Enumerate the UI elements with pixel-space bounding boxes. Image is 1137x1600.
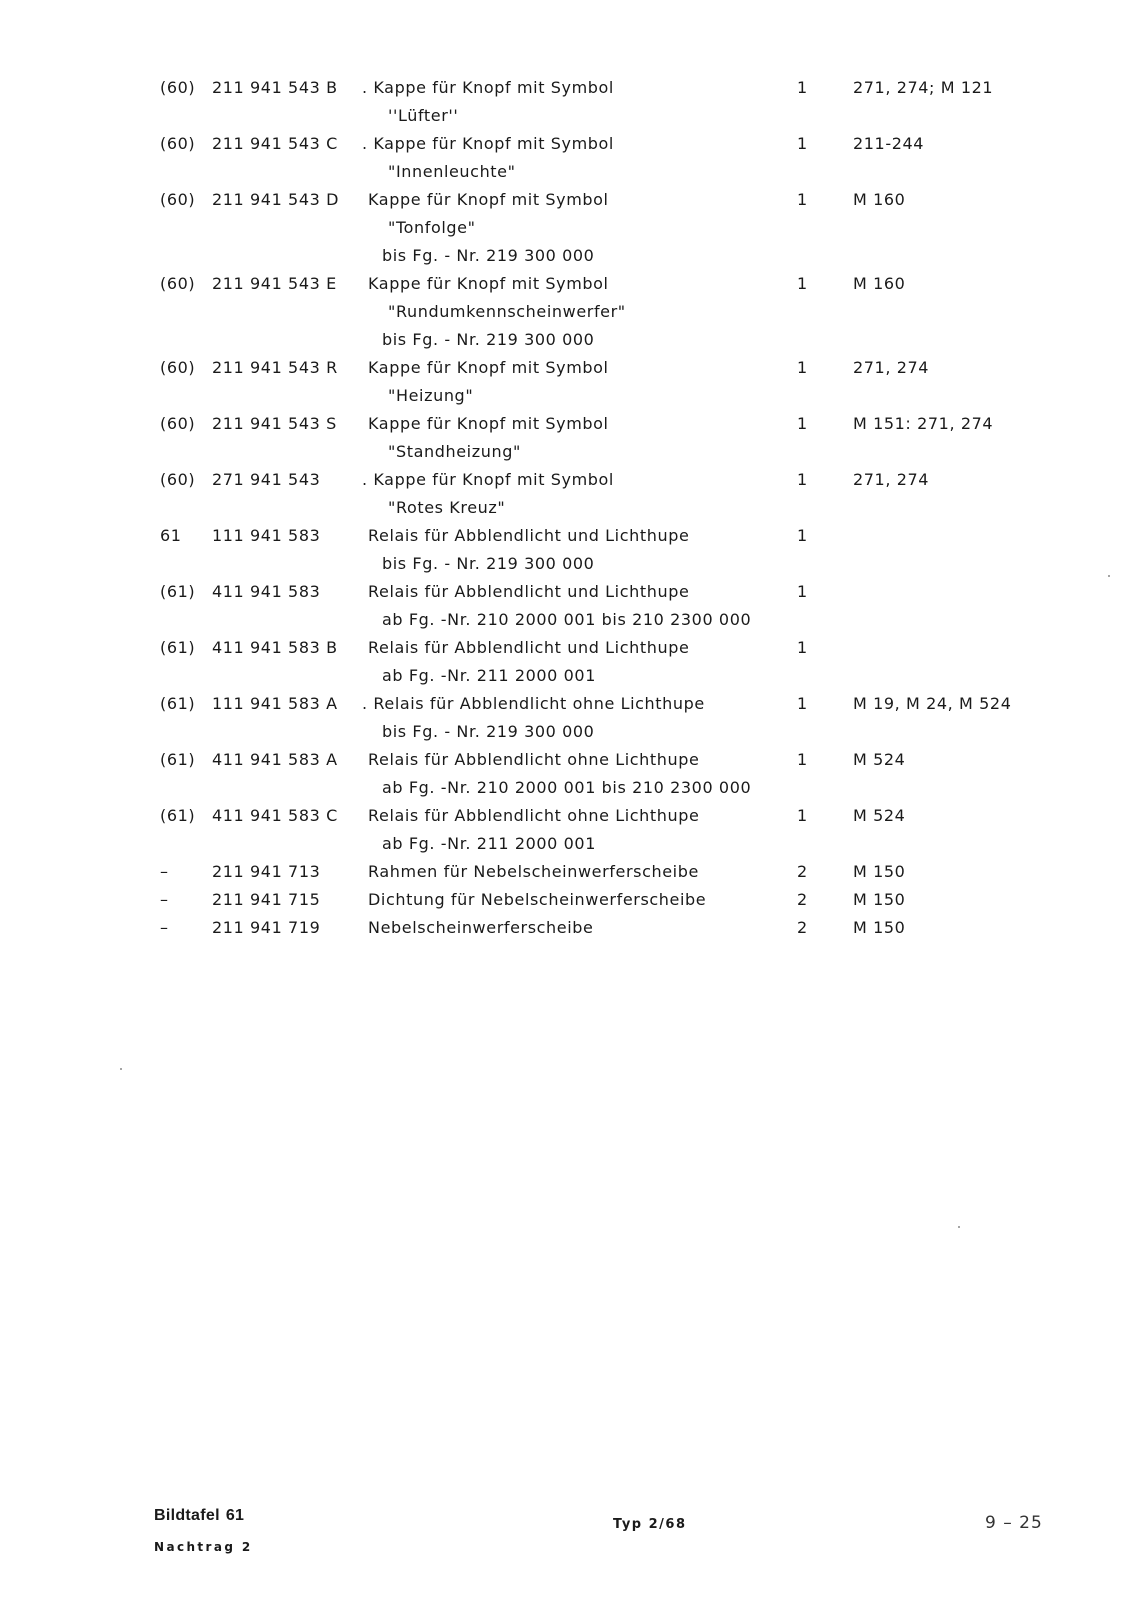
parts-row <box>0 578 1137 634</box>
quantity: 1 <box>797 806 808 825</box>
quantity: 1 <box>797 190 808 209</box>
part-number: 211 941 543 E <box>212 274 337 293</box>
position-number: – <box>160 918 169 937</box>
part-number: 111 941 583 A <box>212 694 338 713</box>
part-description: Relais für Abblendlicht ohne Lichthupe <box>368 806 700 825</box>
position-number: (61) <box>160 806 196 825</box>
quantity: 1 <box>797 78 808 97</box>
parts-row-main <box>0 690 1137 718</box>
position-number: – <box>160 862 169 881</box>
footer-title <box>154 1507 244 1525</box>
position-number: (60) <box>160 470 196 489</box>
parts-row <box>0 886 1137 914</box>
part-description: Relais für Abblendlicht und Lichthupe <box>368 638 690 657</box>
description-continuation: "Tonfolge" <box>388 218 476 237</box>
parts-row <box>0 354 1137 410</box>
part-number: 211 941 719 <box>212 918 321 937</box>
part-description: Kappe für Knopf mit Symbol <box>368 358 609 377</box>
parts-row-main <box>0 914 1137 942</box>
part-description: Relais für Abblendlicht und Lichthupe <box>368 582 690 601</box>
parts-row-continuation <box>0 662 1137 690</box>
description-continuation: "Rundumkennscheinwerfer" <box>388 302 626 321</box>
position-number: (60) <box>160 358 196 377</box>
parts-row-main <box>0 522 1137 550</box>
description-continuation: "Standheizung" <box>388 442 521 461</box>
part-description: Kappe für Knopf mit Symbol <box>368 274 609 293</box>
parts-row-continuation <box>0 774 1137 802</box>
parts-row-main <box>0 466 1137 494</box>
parts-row-continuation <box>0 214 1137 242</box>
parts-row <box>0 186 1137 270</box>
remark: M 150 <box>853 890 906 909</box>
parts-row-main <box>0 186 1137 214</box>
part-description: Relais für Abblendlicht und Lichthupe <box>368 526 690 545</box>
description-continuation: ab Fg. -Nr. 211 2000 001 <box>382 834 596 853</box>
quantity: 1 <box>797 134 808 153</box>
remark: M 150 <box>853 862 906 881</box>
parts-row-main <box>0 270 1137 298</box>
parts-row-continuation <box>0 550 1137 578</box>
parts-row <box>0 858 1137 886</box>
parts-row-continuation <box>0 242 1137 270</box>
position-number: (60) <box>160 190 196 209</box>
part-number: 111 941 583 <box>212 526 321 545</box>
quantity: 1 <box>797 274 808 293</box>
description-continuation: "Innenleuchte" <box>388 162 516 181</box>
remark: M 19, M 24, M 524 <box>853 694 1012 713</box>
part-description: . Kappe für Knopf mit Symbol <box>362 78 614 97</box>
part-number: 411 941 583 <box>212 582 321 601</box>
part-number: 211 941 543 D <box>212 190 339 209</box>
description-continuation: ab Fg. -Nr. 210 2000 001 bis 210 2300 000 <box>382 610 752 629</box>
footer-title-number: 61 <box>225 1507 245 1524</box>
quantity: 1 <box>797 582 808 601</box>
description-continuation: bis Fg. - Nr. 219 300 000 <box>382 554 595 573</box>
parts-row-continuation <box>0 830 1137 858</box>
parts-row-main <box>0 634 1137 662</box>
parts-row-main <box>0 578 1137 606</box>
parts-row <box>0 522 1137 578</box>
part-description: Rahmen für Nebelscheinwerferscheibe <box>368 862 699 881</box>
quantity: 2 <box>797 890 808 909</box>
position-number: – <box>160 890 169 909</box>
quantity: 1 <box>797 750 808 769</box>
position-number: (60) <box>160 134 196 153</box>
description-continuation: bis Fg. - Nr. 219 300 000 <box>382 722 595 741</box>
parts-row-main <box>0 74 1137 102</box>
part-number: 411 941 583 C <box>212 806 338 825</box>
parts-row <box>0 690 1137 746</box>
parts-row <box>0 74 1137 130</box>
parts-row-continuation <box>0 718 1137 746</box>
part-description: Kappe für Knopf mit Symbol <box>368 190 609 209</box>
parts-row-continuation <box>0 158 1137 186</box>
part-description: . Kappe für Knopf mit Symbol <box>362 134 614 153</box>
parts-row-main <box>0 858 1137 886</box>
quantity: 2 <box>797 918 808 937</box>
parts-row <box>0 634 1137 690</box>
remark: M 160 <box>853 190 906 209</box>
parts-row <box>0 802 1137 858</box>
description-continuation: bis Fg. - Nr. 219 300 000 <box>382 330 595 349</box>
parts-row <box>0 466 1137 522</box>
parts-row-continuation <box>0 102 1137 130</box>
scan-speck <box>120 1068 122 1070</box>
scan-speck <box>1108 575 1110 577</box>
remark: 211-244 <box>853 134 925 153</box>
parts-row <box>0 410 1137 466</box>
remark: M 524 <box>853 806 906 825</box>
position-number: (61) <box>160 750 196 769</box>
description-continuation: "Heizung" <box>388 386 474 405</box>
parts-row-continuation <box>0 298 1137 326</box>
part-description: Kappe für Knopf mit Symbol <box>368 414 609 433</box>
position-number: (61) <box>160 638 196 657</box>
part-number: 211 941 713 <box>212 862 321 881</box>
remark: M 150 <box>853 918 906 937</box>
part-description: Dichtung für Nebelscheinwerferscheibe <box>368 890 707 909</box>
quantity: 1 <box>797 638 808 657</box>
part-description: Relais für Abblendlicht ohne Lichthupe <box>368 750 700 769</box>
position-number: 61 <box>160 526 182 545</box>
parts-row-main <box>0 130 1137 158</box>
parts-row <box>0 270 1137 354</box>
remark: 271, 274 <box>853 358 930 377</box>
scan-speck <box>958 1226 960 1228</box>
parts-row <box>0 746 1137 802</box>
parts-row-continuation <box>0 606 1137 634</box>
remark: M 524 <box>853 750 906 769</box>
description-continuation: ab Fg. -Nr. 210 2000 001 bis 210 2300 000 <box>382 778 752 797</box>
parts-table <box>0 74 1137 942</box>
quantity: 1 <box>797 470 808 489</box>
description-continuation: ab Fg. -Nr. 211 2000 001 <box>382 666 596 685</box>
parts-row <box>0 130 1137 186</box>
part-number: 211 941 543 C <box>212 134 338 153</box>
part-number: 211 941 543 B <box>212 78 338 97</box>
parts-row-continuation <box>0 438 1137 466</box>
quantity: 1 <box>797 526 808 545</box>
quantity: 1 <box>797 358 808 377</box>
remark: 271, 274 <box>853 470 930 489</box>
quantity: 2 <box>797 862 808 881</box>
part-description: Nebelscheinwerferscheibe <box>368 918 594 937</box>
part-number: 271 941 543 <box>212 470 321 489</box>
footer-type: Typ 2/68 <box>613 1517 687 1532</box>
parts-row-main <box>0 354 1137 382</box>
remark: 271, 274; M 121 <box>853 78 994 97</box>
footer-page-number: 9 – 25 <box>985 1513 1043 1533</box>
parts-row <box>0 914 1137 942</box>
position-number: (61) <box>160 694 196 713</box>
part-number: 211 941 543 S <box>212 414 337 433</box>
remark: M 151: 271, 274 <box>853 414 994 433</box>
quantity: 1 <box>797 414 808 433</box>
remark: M 160 <box>853 274 906 293</box>
parts-row-main <box>0 886 1137 914</box>
description-continuation: ''Lüfter'' <box>388 106 459 125</box>
parts-row-continuation <box>0 382 1137 410</box>
part-description: . Relais für Abblendlicht ohne Lichthupe <box>362 694 705 713</box>
position-number: (60) <box>160 78 196 97</box>
parts-row-main <box>0 746 1137 774</box>
part-number: 411 941 583 B <box>212 638 338 657</box>
description-continuation: "Rotes Kreuz" <box>388 498 506 517</box>
parts-row-continuation <box>0 326 1137 354</box>
part-number: 411 941 583 A <box>212 750 338 769</box>
position-number: (61) <box>160 582 196 601</box>
footer-supplement: Nachtrag 2 <box>154 1540 253 1554</box>
parts-row-main <box>0 410 1137 438</box>
position-number: (60) <box>160 414 196 433</box>
part-number: 211 941 715 <box>212 890 321 909</box>
parts-row-main <box>0 802 1137 830</box>
position-number: (60) <box>160 274 196 293</box>
description-continuation: bis Fg. - Nr. 219 300 000 <box>382 246 595 265</box>
footer-title-label: Bildtafel <box>154 1507 220 1524</box>
part-description: . Kappe für Knopf mit Symbol <box>362 470 614 489</box>
quantity: 1 <box>797 694 808 713</box>
parts-row-continuation <box>0 494 1137 522</box>
part-number: 211 941 543 R <box>212 358 338 377</box>
